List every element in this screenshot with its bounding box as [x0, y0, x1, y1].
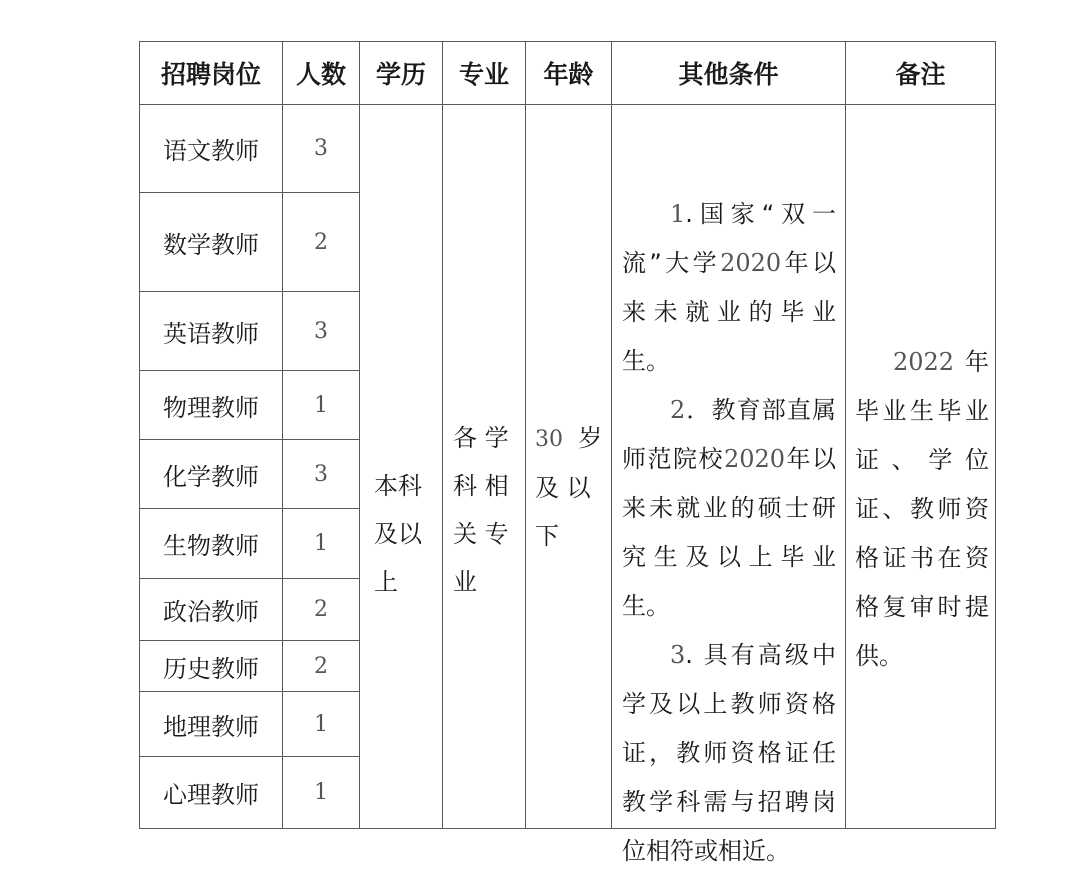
note-body: 年毕业生毕业证、学位证、教师资格证书在资格复审时提供。 — [855, 348, 989, 670]
major-line: 业 — [453, 568, 477, 596]
header-major: 专业 — [442, 41, 526, 105]
major-cell — [442, 104, 526, 829]
education-cell — [359, 104, 443, 829]
major-line: 各 学 — [453, 424, 509, 452]
row-position: 生物教师 — [139, 508, 283, 579]
row-position: 政治教师 — [139, 578, 283, 641]
row-count: 3 — [282, 291, 360, 371]
recruitment-table — [139, 41, 996, 865]
row-count: 1 — [282, 756, 360, 829]
header-count: 人数 — [282, 41, 360, 105]
row-count: 1 — [282, 691, 360, 757]
header-education: 学历 — [359, 41, 443, 105]
condition-3 — [622, 631, 836, 876]
note-cell — [845, 104, 996, 829]
condition-text: .国家“双一流”大学 — [622, 200, 836, 277]
header-note: 备注 — [845, 41, 996, 105]
major-line: 关 专 — [453, 520, 509, 548]
condition-text: 年以来未就业的硕士研究生及以上毕业生。 — [622, 445, 837, 620]
condition-year: 2020 — [720, 249, 782, 277]
header-position: 招聘岗位 — [139, 41, 283, 105]
condition-year: 2020 — [723, 445, 786, 473]
row-position: 地理教师 — [139, 691, 283, 757]
education-line: 上 — [374, 568, 398, 596]
age-line: 及 以 — [535, 474, 591, 502]
condition-number: 3 — [670, 641, 686, 669]
major-text — [453, 414, 523, 606]
row-position: 语文教师 — [139, 104, 283, 193]
age-unit: 岁 — [578, 424, 603, 452]
note-paragraph — [855, 338, 989, 681]
education-text — [374, 462, 434, 606]
header-age: 年龄 — [525, 41, 612, 105]
header-other-conditions: 其他条件 — [611, 41, 846, 105]
note-text — [855, 338, 989, 681]
major-line: 科 相 — [453, 472, 509, 500]
row-position: 数学教师 — [139, 192, 283, 292]
condition-text: 年以来未就业的毕业生。 — [622, 249, 836, 375]
other-conditions-text — [622, 190, 836, 876]
row-count: 3 — [282, 439, 360, 509]
condition-text: ．教育部直属师范院校 — [622, 396, 836, 473]
row-position: 英语教师 — [139, 291, 283, 371]
condition-number: 1 — [670, 200, 686, 228]
age-cell — [525, 104, 612, 829]
condition-text: . 具有高级中学及以上教师资格证，教师资格证任教学科需与招聘岗位相符或相近。 — [622, 641, 836, 865]
condition-1 — [622, 190, 836, 386]
age-number: 30 — [535, 427, 563, 452]
row-count: 2 — [282, 192, 360, 292]
note-year: 2022 — [893, 348, 955, 376]
row-count: 2 — [282, 640, 360, 692]
row-count: 2 — [282, 578, 360, 641]
row-count: 1 — [282, 370, 360, 440]
condition-number: 2 — [670, 396, 686, 424]
row-count: 3 — [282, 104, 360, 193]
row-position: 心理教师 — [139, 756, 283, 829]
row-position: 化学教师 — [139, 439, 283, 509]
row-count: 1 — [282, 508, 360, 579]
age-line: 下 — [535, 522, 559, 550]
age-text — [535, 414, 609, 560]
education-line: 及以 — [374, 520, 422, 548]
education-line: 本科 — [374, 472, 422, 500]
condition-2 — [622, 386, 836, 631]
other-conditions-cell — [611, 104, 846, 865]
row-position: 历史教师 — [139, 640, 283, 692]
row-position: 物理教师 — [139, 370, 283, 440]
